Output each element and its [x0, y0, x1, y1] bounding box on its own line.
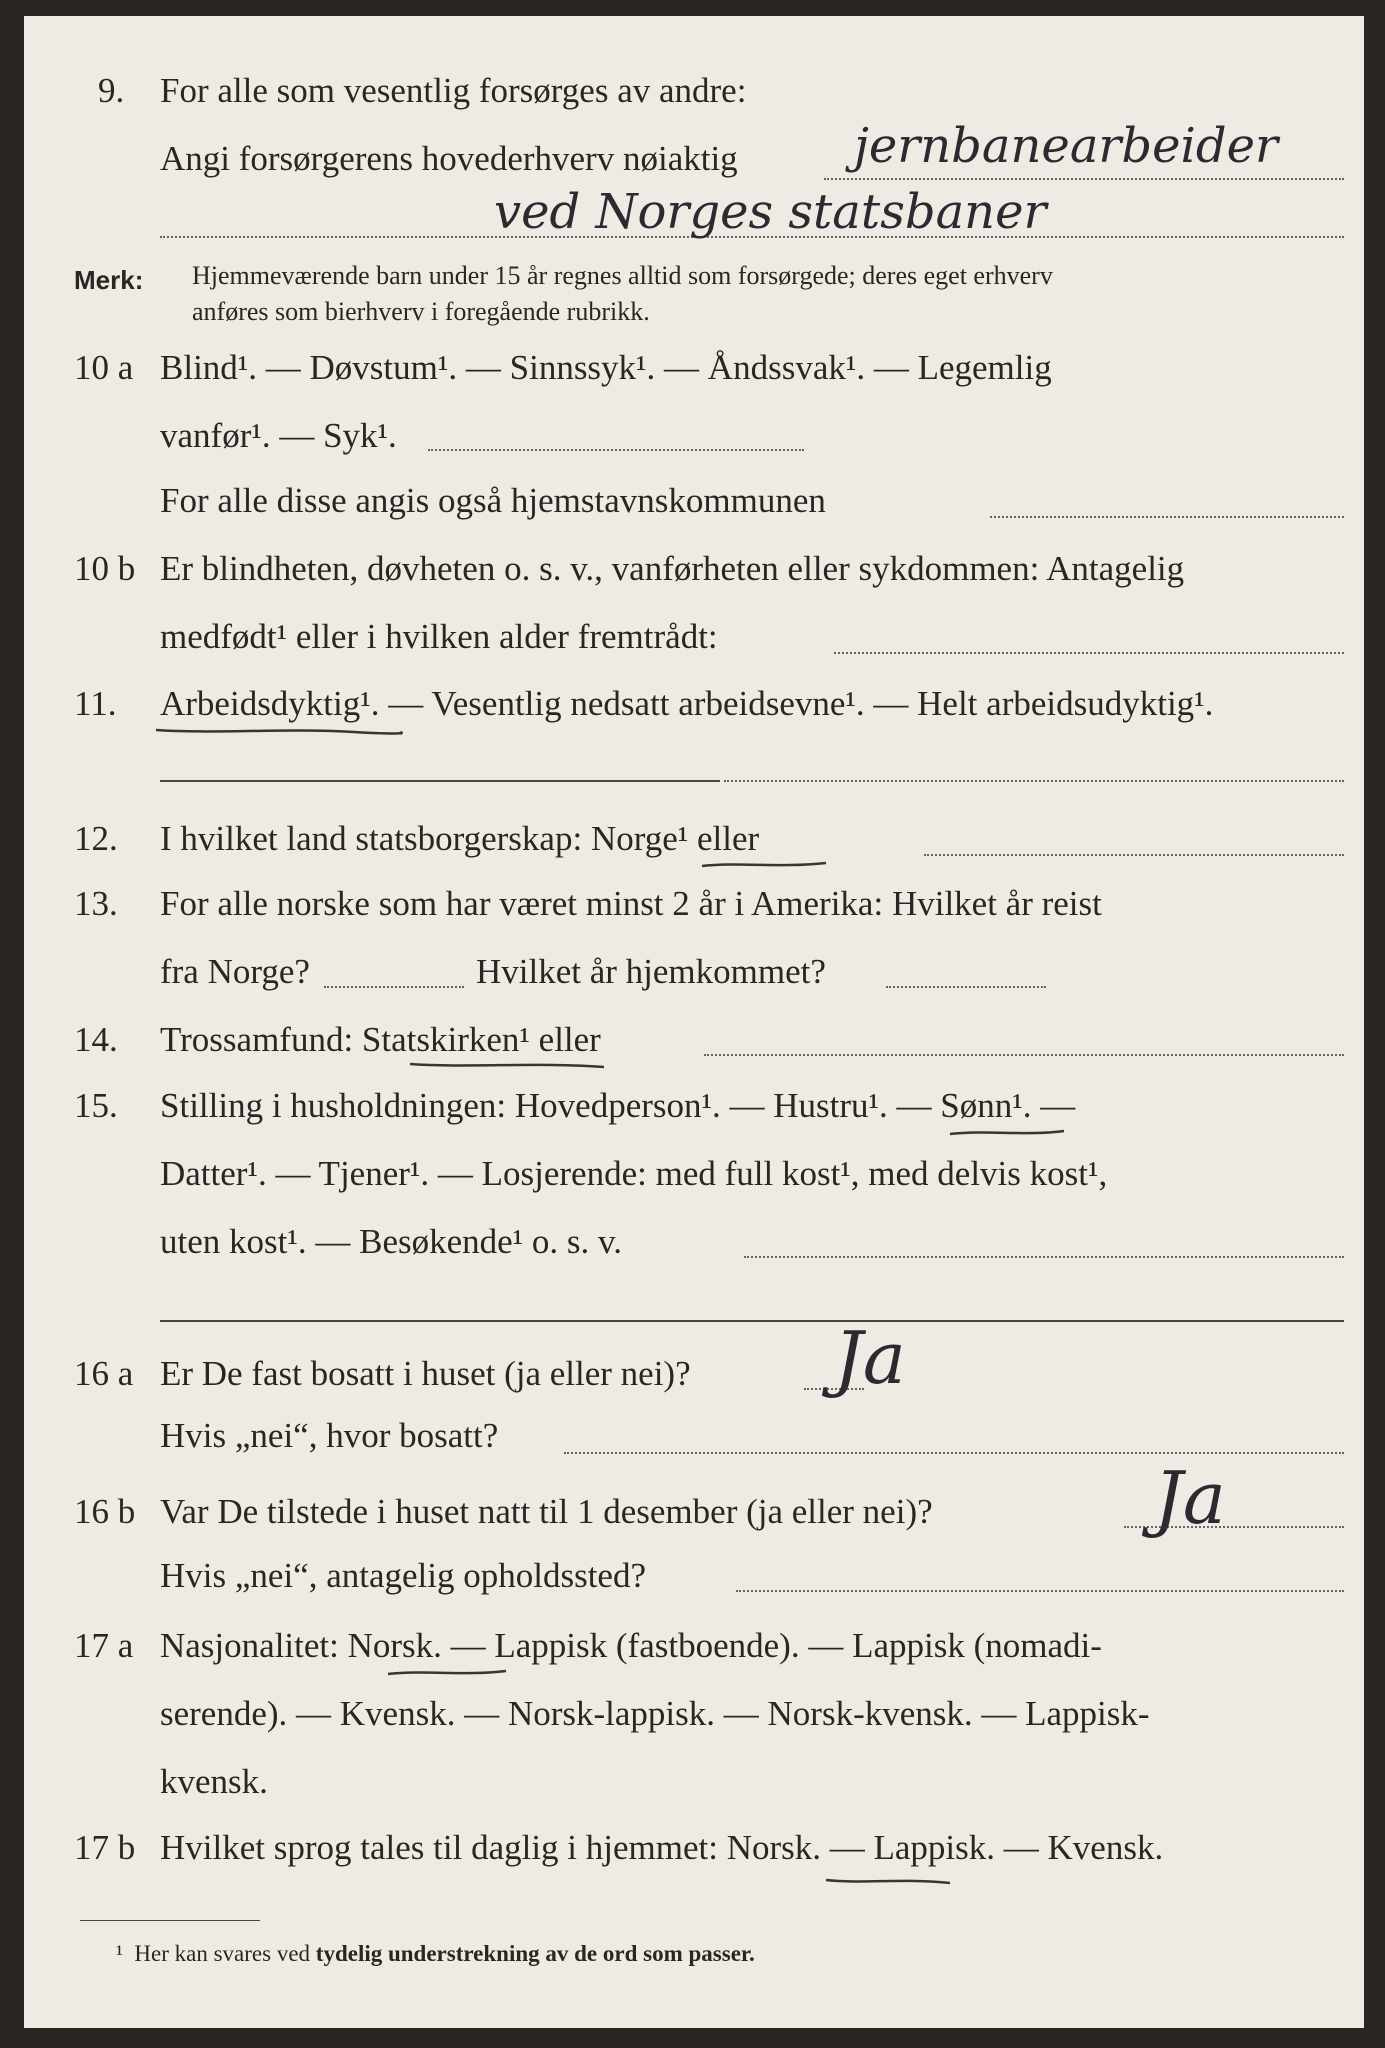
q10a-line1: Blind¹. — Døvstum¹. — Sinnssyk¹. — Åndssvak¹. — Legemlig: [160, 348, 1052, 387]
item-number-12: 12.: [74, 819, 118, 858]
q9-answer-line-1: [824, 178, 1344, 180]
q10b-answer-line: [834, 652, 1344, 654]
item-number-14: 14.: [74, 1020, 118, 1059]
q15-line2: Datter¹. — Tjener¹. — Losjerende: med full kost¹, med delvis kost¹,: [160, 1154, 1108, 1193]
q10a-line2: vanfør¹. — Syk¹.: [160, 416, 397, 455]
merk-line1: Hjemmeværende barn under 15 år regnes alltid som forsørgede; deres eget erhverv: [192, 261, 1053, 290]
q15-handwritten-underline: [948, 1126, 1068, 1140]
q10b-line2: medfødt¹ eller i hvilken alder fremtrådt:: [160, 617, 718, 656]
q11-answer-line-b: [724, 780, 1344, 782]
item-number-10b: 10 b: [74, 549, 136, 588]
q16a-line2: Hvis „nei“, hvor bosatt?: [160, 1416, 499, 1455]
q16b-answer-line-2: [736, 1590, 1344, 1592]
q17a-handwritten-underline: [386, 1666, 510, 1680]
q16b-handwritten-answer: Ja: [1154, 1456, 1226, 1540]
item-number-16b: 16 b: [74, 1492, 136, 1531]
census-form-page: [24, 16, 1364, 2028]
q14-line1: Trossamfund: Statskirken¹ eller: [160, 1020, 601, 1059]
item-number-17a: 17 a: [74, 1626, 134, 1665]
q15-answer-line: [744, 1256, 1344, 1258]
q15-line1: Stilling i husholdningen: Hovedperson¹. — Hustru¹. — Sønn¹. —: [160, 1086, 1076, 1125]
q17b-line1: Hvilket sprog tales til daglig i hjemmet: Norsk. — Lappisk. — Kvensk.: [160, 1828, 1164, 1867]
item-number-15: 15.: [74, 1086, 118, 1125]
q16a-handwritten-answer: Ja: [834, 1316, 906, 1400]
q11-line1: Arbeidsdyktig¹. — Vesentlig nedsatt arbeidsevne¹. — Helt arbeidsudyktig¹.: [160, 684, 1214, 723]
q16b-line1: Var De tilstede i huset natt til 1 desember (ja eller nei)?: [160, 1492, 933, 1531]
q16b-line2: Hvis „nei“, antagelig opholdssted?: [160, 1556, 646, 1595]
q14-answer-line: [704, 1054, 1344, 1056]
q15-line3: uten kost¹. — Besøkende¹ o. s. v.: [160, 1222, 623, 1261]
item-number-10a: 10 a: [74, 348, 134, 387]
q15-answer-line-2: [160, 1320, 1344, 1322]
q9-line1: For alle som vesentlig forsørges av andre:: [160, 71, 747, 110]
q17a-line3: kvensk.: [160, 1762, 268, 1801]
item-number-16a: 16 a: [74, 1354, 134, 1393]
q9-handwritten-answer-2: ved Norges statsbaner: [494, 184, 1047, 240]
item-number-9: 9.: [98, 71, 125, 110]
footnote-text: Her kan svares ved: [134, 1941, 311, 1966]
q10a-answer-line: [428, 449, 804, 451]
q16a-answer-line-2: [564, 1452, 1344, 1454]
q14-handwritten-underline: [408, 1058, 608, 1072]
q9-line2: Angi forsørgerens hovederhverv nøiaktig: [160, 139, 738, 178]
q17a-line1: Nasjonalitet: Norsk. — Lappisk (fastboende). — Lappisk (nomadi-: [160, 1626, 1102, 1665]
item-number-11: 11.: [74, 684, 117, 723]
q11-handwritten-underline: [154, 724, 404, 738]
q12-answer-line: [924, 854, 1344, 856]
q12-handwritten-underline: [700, 858, 830, 872]
q10a-line3: For alle disse angis også hjemstavnskommunen: [160, 481, 826, 520]
footnote-marker: ¹: [116, 1941, 123, 1966]
q11-answer-line-a: [160, 780, 720, 782]
item-number-17b: 17 b: [74, 1828, 136, 1867]
q17b-handwritten-underline: [824, 1874, 954, 1888]
q13-line1: For alle norske som har været minst 2 år i Amerika: Hvilket år reist: [160, 884, 1102, 923]
q13-answer-line-b: [886, 986, 1046, 988]
merk-label: Merk:: [74, 265, 144, 295]
footnote-bold-text: tydelig understrekning av de ord som passer.: [315, 1941, 755, 1966]
footnote: [116, 1934, 755, 1974]
item-number-13: 13.: [74, 884, 118, 923]
q10a-answer-line-2: [990, 516, 1344, 518]
q12-line1: I hvilket land statsborgerskap: Norge¹ eller: [160, 819, 760, 858]
q10b-line1: Er blindheten, døvheten o. s. v., vanførheten eller sykdommen: Antagelig: [160, 549, 1185, 588]
q16a-line1: Er De fast bosatt i huset (ja eller nei)?: [160, 1354, 691, 1393]
q13-answer-line-a: [324, 986, 464, 988]
footnote-rule: [80, 1920, 260, 1921]
merk-line2: anføres som bierhverv i foregående rubrikk.: [192, 297, 650, 326]
q9-handwritten-answer-1: jernbanearbeider: [854, 118, 1278, 174]
q17a-line2: serende). — Kvensk. — Norsk-lappisk. — Norsk-kvensk. — Lappisk-: [160, 1694, 1150, 1733]
q13-line2a: fra Norge?: [160, 952, 310, 991]
q13-line2b: Hvilket år hjemkommet?: [476, 952, 826, 991]
